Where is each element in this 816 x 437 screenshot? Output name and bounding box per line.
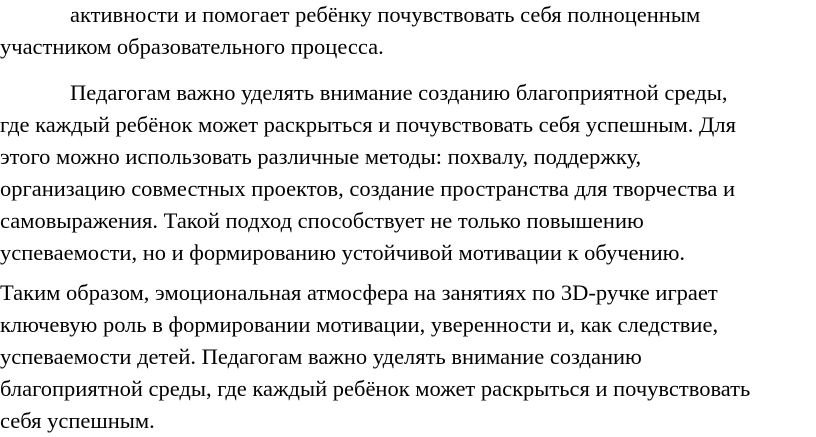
text-line: благоприятной среды, где каждый ребёнок может раскрыться и почувствовать xyxy=(0,376,751,401)
text-line: Педагогам важно уделять внимание созданию благоприятной среды, xyxy=(70,80,728,105)
text-line: этого можно использовать различные методы: похвалу, поддержку, xyxy=(0,144,642,169)
text-line: активности и помогает ребёнку почувствовать себя полноценным xyxy=(70,2,701,27)
text-line: самовыражения. Такой подход способствует не только повышению xyxy=(0,208,644,233)
text-line: себя успешным. xyxy=(0,408,155,433)
text-line: ключевую роль в формировании мотивации, уверенности и, как следствие, xyxy=(0,312,719,337)
text-line: успеваемости детей. Педагогам важно уделять внимание созданию xyxy=(0,344,642,369)
text-line: успеваемости, но и формированию устойчивой мотивации к обучению. xyxy=(0,240,686,265)
text-line: участником образовательного процесса. xyxy=(0,34,384,59)
text-line: организацию совместных проектов, создание пространства для творчества и xyxy=(0,176,736,201)
text-line: где каждый ребёнок может раскрыться и почувствовать себя успешным. Для xyxy=(0,112,736,137)
text-line: Таким образом, эмоциональная атмосфера на занятиях по 3D-ручке играет xyxy=(0,280,718,305)
